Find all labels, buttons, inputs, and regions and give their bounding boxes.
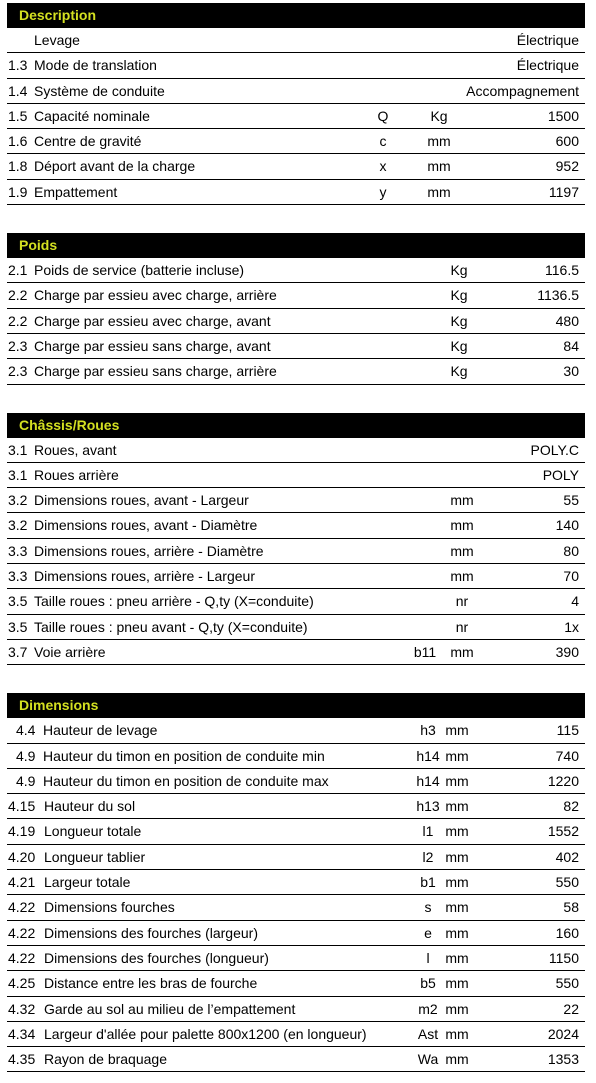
row-label: Charge par essieu avec charge, avant bbox=[34, 312, 271, 329]
spec-row bbox=[7, 819, 585, 844]
spec-row bbox=[7, 870, 585, 895]
spec-row bbox=[7, 463, 585, 488]
row-symbol: y bbox=[379, 183, 387, 200]
row-value: 1197 bbox=[548, 183, 579, 200]
row-number: 4.32 bbox=[8, 1000, 36, 1017]
row-unit: Kg bbox=[450, 262, 468, 279]
row-unit: Kg bbox=[430, 107, 448, 124]
row-number: 4.4 bbox=[16, 722, 36, 739]
spec-sheet bbox=[7, 3, 585, 1072]
row-number: 4.20 bbox=[8, 848, 36, 865]
spec-row bbox=[7, 539, 585, 564]
row-label: Roues, avant bbox=[34, 441, 117, 458]
row-value: 4 bbox=[571, 593, 579, 610]
row-value: 1220 bbox=[547, 772, 579, 789]
row-unit: mm bbox=[445, 747, 469, 764]
row-label: Charge par essieu sans charge, arrière bbox=[34, 363, 277, 380]
spec-row bbox=[7, 1022, 585, 1047]
row-value: 1150 bbox=[548, 949, 579, 966]
row-value: 80 bbox=[563, 542, 579, 559]
row-label: Dimensions roues, arrière - Largeur bbox=[34, 568, 255, 585]
spec-row bbox=[7, 921, 585, 946]
spec-row bbox=[7, 309, 585, 334]
row-value: 30 bbox=[563, 363, 579, 380]
row-value: 116.5 bbox=[545, 262, 579, 279]
row-number: 4.19 bbox=[8, 823, 36, 840]
row-value: 402 bbox=[555, 848, 579, 865]
row-label: Déport avant de la charge bbox=[34, 158, 196, 175]
section-chassis bbox=[7, 413, 585, 666]
row-value: 82 bbox=[563, 798, 579, 815]
row-number: 2.3 bbox=[8, 363, 28, 380]
row-symbol: h3 bbox=[420, 722, 436, 739]
row-unit: mm bbox=[445, 899, 469, 916]
row-label: Centre de gravité bbox=[34, 133, 142, 150]
row-symbol: l2 bbox=[422, 848, 434, 865]
row-label: Hauteur du sol bbox=[44, 798, 136, 815]
row-unit: nr bbox=[455, 593, 469, 610]
row-unit: mm bbox=[445, 1025, 469, 1042]
row-value: 2024 bbox=[547, 1025, 579, 1042]
row-label: Largeur totale bbox=[44, 874, 131, 891]
row-label: Dimensions fourches bbox=[44, 899, 175, 916]
section-desc bbox=[7, 3, 585, 205]
row-unit: mm bbox=[427, 183, 451, 200]
row-label: Hauteur du timon en position de conduite min bbox=[43, 747, 325, 764]
row-number: 3.2 bbox=[8, 517, 28, 534]
spec-row bbox=[7, 438, 585, 463]
row-number: 4.21 bbox=[8, 874, 36, 891]
row-label: Rayon de braquage bbox=[44, 1051, 167, 1068]
section-gap bbox=[7, 665, 585, 693]
row-unit: Kg bbox=[450, 312, 468, 329]
spec-row bbox=[7, 845, 585, 870]
spec-row bbox=[7, 997, 585, 1022]
row-unit: mm bbox=[445, 874, 469, 891]
row-value: 140 bbox=[555, 517, 579, 534]
row-unit: mm bbox=[427, 158, 451, 175]
row-number: 3.7 bbox=[8, 643, 28, 660]
row-number: 2.1 bbox=[8, 262, 28, 279]
section-poids bbox=[7, 233, 585, 384]
row-number: 4.34 bbox=[8, 1025, 36, 1042]
spec-row bbox=[7, 946, 585, 971]
row-unit: mm bbox=[445, 949, 469, 966]
row-label: Charge par essieu sans charge, avant bbox=[34, 337, 271, 354]
row-label: Voie arrière bbox=[34, 643, 106, 660]
row-label: Hauteur de levage bbox=[43, 722, 158, 739]
spec-row bbox=[7, 129, 585, 154]
row-number: 1.8 bbox=[8, 158, 28, 175]
row-label: Système de conduite bbox=[34, 82, 165, 99]
spec-row bbox=[7, 564, 585, 589]
row-value: 22 bbox=[563, 1000, 579, 1017]
row-number: 3.5 bbox=[8, 618, 28, 635]
row-unit: mm bbox=[445, 975, 469, 992]
row-unit: Kg bbox=[450, 337, 468, 354]
row-unit: mm bbox=[450, 542, 474, 559]
row-number: 4.15 bbox=[8, 798, 36, 815]
row-label: Taille roues : pneu avant - Q,ty (X=conduite) bbox=[34, 618, 308, 635]
row-value: 952 bbox=[555, 158, 579, 175]
row-symbol: l bbox=[426, 949, 430, 966]
row-unit: Kg bbox=[450, 287, 468, 304]
row-value: 550 bbox=[555, 975, 579, 992]
row-number: 1.9 bbox=[8, 183, 28, 200]
row-value: 550 bbox=[555, 874, 579, 891]
row-unit: nr bbox=[455, 618, 469, 635]
row-number: 4.22 bbox=[8, 899, 36, 916]
spec-row bbox=[7, 744, 585, 769]
section-gap bbox=[7, 205, 585, 233]
row-unit: mm bbox=[445, 924, 469, 941]
row-unit: mm bbox=[445, 772, 469, 789]
row-label: Dimensions roues, arrière - Diamètre bbox=[34, 542, 264, 559]
row-symbol: Q bbox=[377, 107, 389, 124]
spec-row bbox=[7, 615, 585, 640]
row-number: 3.3 bbox=[8, 542, 28, 559]
row-number: 3.1 bbox=[8, 466, 28, 483]
row-label: Hauteur du timon en position de conduite max bbox=[43, 772, 329, 789]
row-symbol: c bbox=[379, 133, 387, 150]
row-number: 4.9 bbox=[16, 747, 36, 764]
spec-row bbox=[7, 53, 585, 78]
row-symbol: l1 bbox=[422, 823, 434, 840]
row-number: 1.3 bbox=[8, 57, 28, 74]
row-symbol: h14 bbox=[416, 747, 440, 764]
row-value: 55 bbox=[563, 492, 579, 509]
row-label: Roues arrière bbox=[34, 466, 119, 483]
row-number: 4.22 bbox=[8, 949, 36, 966]
spec-row bbox=[7, 79, 585, 104]
row-symbol: Wa bbox=[417, 1051, 439, 1068]
spec-row bbox=[7, 283, 585, 308]
row-symbol: e bbox=[424, 924, 432, 941]
row-value: 1500 bbox=[547, 107, 579, 124]
row-value: 1136.5 bbox=[537, 287, 579, 304]
spec-row bbox=[7, 971, 585, 996]
row-value: 1353 bbox=[547, 1051, 579, 1068]
row-value: 70 bbox=[563, 568, 579, 585]
spec-row bbox=[7, 154, 585, 179]
row-symbol: s bbox=[424, 899, 432, 916]
row-label: Poids de service (batterie incluse) bbox=[34, 262, 245, 279]
row-number: 1.5 bbox=[8, 107, 28, 124]
spec-row bbox=[7, 513, 585, 538]
row-label: Distance entre les bras de fourche bbox=[44, 975, 258, 992]
row-label: Garde au sol au milieu de l’empattement bbox=[44, 1000, 296, 1017]
row-value: 1x bbox=[564, 618, 579, 635]
row-symbol: b11 bbox=[413, 643, 437, 660]
row-unit: mm bbox=[445, 798, 469, 815]
row-number: 1.4 bbox=[8, 82, 28, 99]
row-number: 1.6 bbox=[8, 133, 28, 150]
row-symbol: Ast bbox=[417, 1025, 439, 1042]
section-title: Description bbox=[7, 3, 585, 28]
section-title: Châssis/Roues bbox=[7, 413, 585, 438]
row-label: Longueur tablier bbox=[44, 848, 146, 865]
row-number: 3.3 bbox=[8, 568, 28, 585]
row-symbol: m2 bbox=[418, 1000, 438, 1017]
row-value: 58 bbox=[563, 899, 579, 916]
row-value: 160 bbox=[555, 924, 579, 941]
row-number: 3.5 bbox=[8, 593, 28, 610]
row-number: 2.3 bbox=[8, 337, 28, 354]
row-value: POLY.C bbox=[530, 441, 579, 458]
row-value: 740 bbox=[555, 747, 579, 764]
row-number: 3.2 bbox=[8, 492, 28, 509]
row-unit: mm bbox=[445, 848, 469, 865]
row-unit: mm bbox=[445, 1000, 469, 1017]
row-value: Électrique bbox=[516, 57, 579, 74]
spec-row bbox=[7, 794, 585, 819]
row-value: 115 bbox=[556, 722, 579, 739]
spec-row bbox=[7, 28, 585, 53]
row-number: 4.25 bbox=[8, 975, 36, 992]
row-symbol: b5 bbox=[420, 975, 436, 992]
row-label: Dimensions des fourches (largeur) bbox=[44, 924, 258, 941]
row-value: 600 bbox=[555, 133, 579, 150]
row-unit: Kg bbox=[450, 363, 468, 380]
spec-row bbox=[7, 640, 585, 665]
spec-row bbox=[7, 895, 585, 920]
section-title: Dimensions bbox=[7, 693, 585, 718]
row-label: Longueur totale bbox=[44, 823, 142, 840]
row-unit: mm bbox=[445, 1051, 469, 1068]
spec-row bbox=[7, 104, 585, 129]
spec-row bbox=[7, 589, 585, 614]
row-unit: mm bbox=[450, 492, 474, 509]
row-value: 1552 bbox=[547, 823, 579, 840]
row-value: 84 bbox=[563, 337, 579, 354]
section-dims bbox=[7, 693, 585, 1072]
row-value: 480 bbox=[555, 312, 579, 329]
row-value: Accompagnement bbox=[466, 82, 579, 99]
row-unit: mm bbox=[445, 823, 469, 840]
row-symbol: b1 bbox=[420, 874, 436, 891]
row-symbol: x bbox=[379, 158, 387, 175]
row-unit: mm bbox=[427, 133, 451, 150]
row-number: 2.2 bbox=[8, 312, 28, 329]
row-number: 4.9 bbox=[16, 772, 36, 789]
row-label: Taille roues : pneu arrière - Q,ty (X=conduite) bbox=[34, 593, 314, 610]
row-unit: mm bbox=[445, 722, 469, 739]
spec-row bbox=[7, 769, 585, 794]
row-label: Charge par essieu avec charge, arrière bbox=[34, 287, 277, 304]
row-label: Capacité nominale bbox=[34, 107, 150, 124]
spec-row bbox=[7, 180, 585, 205]
row-number: 2.2 bbox=[8, 287, 28, 304]
row-number: 4.22 bbox=[8, 924, 36, 941]
row-label: Dimensions roues, avant - Diamètre bbox=[34, 517, 258, 534]
row-label: Mode de translation bbox=[34, 57, 157, 74]
row-unit: mm bbox=[450, 568, 474, 585]
row-label: Dimensions roues, avant - Largeur bbox=[34, 492, 249, 509]
row-value: Électrique bbox=[516, 32, 579, 48]
spec-row bbox=[7, 1047, 585, 1072]
row-unit: mm bbox=[450, 643, 474, 660]
row-number: 4.35 bbox=[8, 1051, 36, 1068]
spec-row bbox=[7, 488, 585, 513]
section-gap bbox=[7, 385, 585, 413]
spec-row bbox=[7, 258, 585, 283]
section-title: Poids bbox=[7, 233, 585, 258]
row-label: Empattement bbox=[34, 183, 118, 200]
row-value: 390 bbox=[555, 643, 579, 660]
spec-row bbox=[7, 334, 585, 359]
row-label: Levage bbox=[34, 32, 80, 48]
row-label: Largeur d'allée pour palette 800x1200 (en longueur) bbox=[44, 1025, 367, 1042]
row-symbol: h14 bbox=[416, 772, 440, 789]
spec-row bbox=[7, 359, 585, 384]
row-unit: mm bbox=[450, 517, 474, 534]
row-value: POLY bbox=[542, 466, 579, 483]
row-number: 3.1 bbox=[8, 441, 28, 458]
row-symbol: h13 bbox=[416, 798, 440, 815]
row-label: Dimensions des fourches (longueur) bbox=[44, 949, 269, 966]
spec-row bbox=[7, 718, 585, 743]
